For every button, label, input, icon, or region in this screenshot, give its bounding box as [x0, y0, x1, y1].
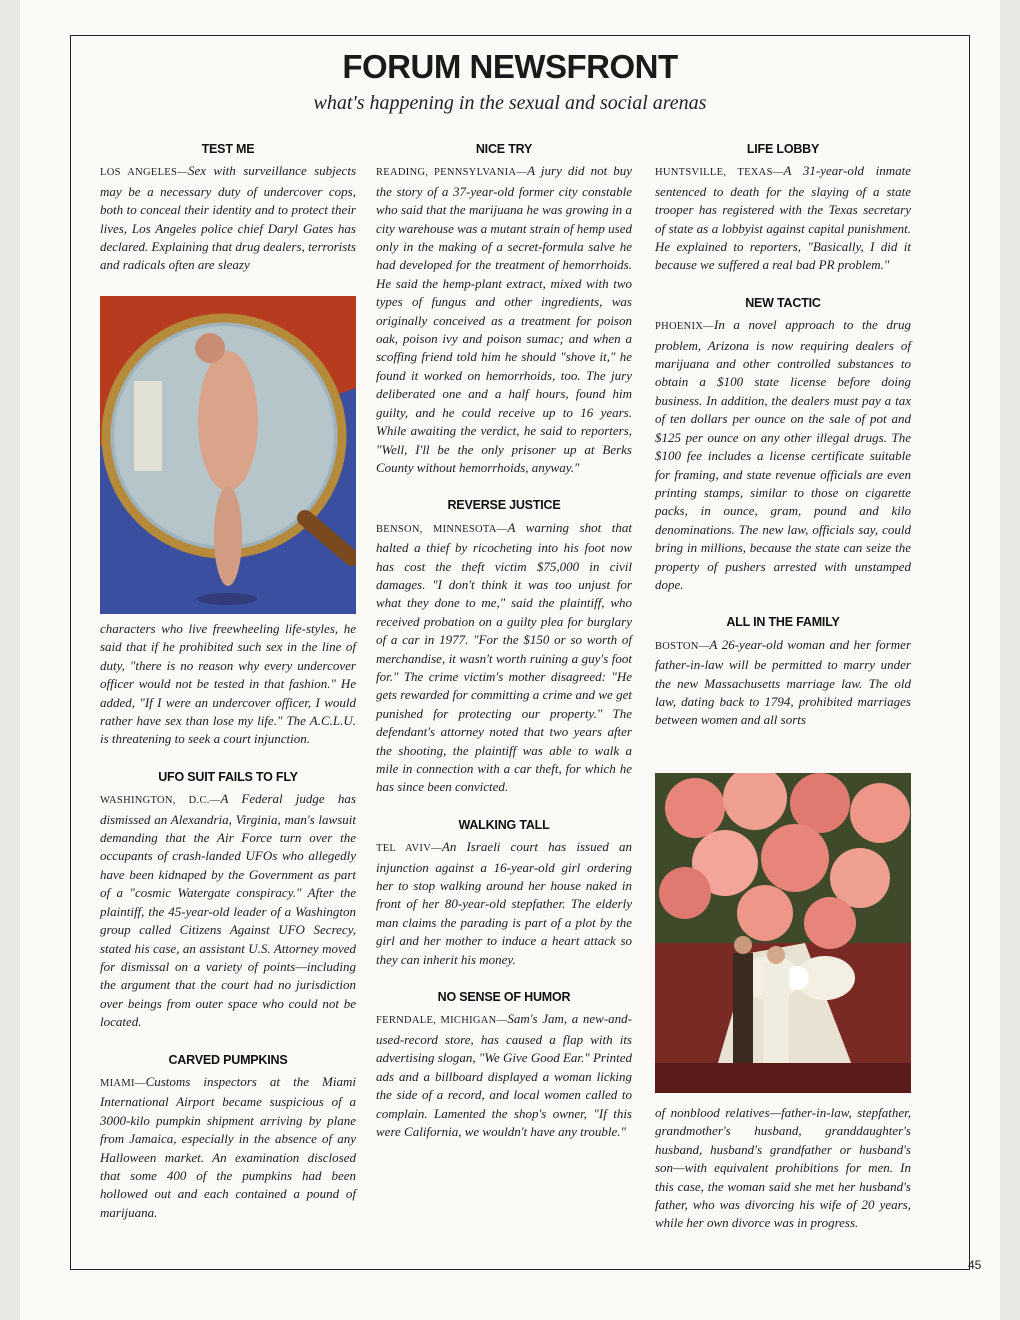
headline-no-sense-of-humor: NO SENSE OF HUMOR: [437, 990, 571, 1005]
dateline: BENSON, MINNESOTA—: [376, 523, 508, 535]
dateline: WASHINGTON, D.C.—: [100, 795, 221, 807]
dateline: MIAMI—: [100, 1077, 146, 1089]
column-3: [655, 140, 911, 730]
article-reverse-justice: [376, 519, 632, 797]
wedding-bouquet-illustration: [655, 773, 911, 1093]
article-new-tactic: [655, 316, 911, 594]
article-test-me-part2: characters who live freewheeling life-styles, he said that if he prohibited such sex in the line of duty, "there is no reason why every undercover officer would not be tested in that fashion." He added, "If I were an undercover officer, I would rather have sex than lose my life." The A.C.L.U. is threatening to seek a court injunction.: [100, 621, 356, 747]
article-life-lobby: [655, 162, 911, 274]
article-body: A warning shot that halted a thief by ricocheting into his foot now has cost the theft victim $75,000 in civil damages. "I don't think it was too unjust for what they done to me," said the plaintiff, who received probation on a guilty plea for burglary of a car in 1977. "For the $150 or so worth of merchandise, it wasn't worth ruining a guy's foot for." The crime victim's mother disagreed: "He gets rewarded for committing a crime and we get punished for protecting our property." The defendant's attorney noted that two years after the shooting, the plaintiff was able to walk a mile in connection with a car theft, for which he has since been convicted.: [376, 519, 632, 795]
article-no-sense-of-humor: [376, 1010, 632, 1141]
article-test-me-part1: [100, 162, 356, 274]
article-body: Sex with surveillance subjects may be a necessary duty of undercover cops, both to conceal their identity and to protect their lives, Los Angeles police chief Daryl Gates has declared. Explaining that drug dealers, terrorists and radicals often are sleazy: [100, 163, 357, 273]
article-body: A jury did not buy the story of a 37-year-old former city constable who said that the marijuana he was growing in a city warehouse was a mutant strain of hemp used only in the making of a secret-formula salve he had developed for the treatment of hemorrhoids. He said the hemp-plant extract, mixed with two types of fungus and other ingredients, was originally conceived as a treatment for poison oak, poison ivy and poison sumac; and when a scoffing friend told him he should "shove it," he found it worked on hemorrhoids, too. The jury deliberated one and a half hours, found him guilty, and he could receive up to 16 years. While awaiting the verdict, he said to reporters, "Well, I'll be the only prisoner up at Berks County without hemorrhoids, anyway.": [376, 163, 632, 475]
column-2: [376, 140, 632, 1141]
headline-ufo-suit: UFO SUIT FAILS TO FLY: [158, 769, 298, 784]
article-body: An Israeli court has issued an injunction against a 16-year-old girl ordering her to stop walking around her house naked in front of her 80-year-old stepfather. The elderly man claims the parading is part of a plot by the girl and her mother to induce a heart attack so they can inherit his money.: [376, 839, 632, 967]
column-1-continued: [100, 620, 356, 1222]
article-body: Sam's Jam, a new-and-used-record store, has caused a flap with its advertising slogan, "We Give Good Ear." Printed ads and a billboard displayed a woman licking the side of a record, and local women called to complain. Lamented the shop's owner, "If this were California, we wouldn't have any trouble.": [376, 1011, 632, 1139]
dateline: BOSTON—: [655, 640, 710, 652]
article-body: A 31-year-old inmate sentenced to death for the slaying of a state trooper has registered with the Texas secretary of state as a lobbyist against capital punishment. He explained to reporters, "Basically, I did it because we suffered a real bad PR problem.": [655, 163, 911, 273]
page-title: FORUM NEWSFRONT: [342, 48, 678, 85]
article-all-in-the-family-part2: of nonblood relatives—father-in-law, stepfather, grandmother's husband, granddaughter's husband, husband's grandfather or husband's son—with equivalent prohibitions for men. In this case, the woman said she met her husband's father, who was divorcing his wife of 20 years, while her own divorce was in progress.: [655, 1105, 911, 1231]
dateline: READING, PENNSYLVANIA—: [376, 167, 528, 179]
headline-carved-pumpkins: CARVED PUMPKINS: [168, 1052, 288, 1067]
dateline: LOS ANGELES—: [100, 167, 188, 179]
headline-life-lobby: LIFE LOBBY: [746, 142, 820, 156]
dateline: FERNDALE, MICHIGAN—: [376, 1015, 508, 1027]
dateline: TEL AVIV—: [376, 843, 442, 855]
page-subtitle: what's happening in the sexual and social arenas: [313, 92, 707, 114]
magnifier-nude-figure-image: [100, 296, 356, 614]
dateline: HUNTSVILLE, TEXAS—: [655, 167, 784, 179]
article-body: In a novel approach to the drug problem, Arizona is now requiring dealers of marijuana and other controlled substances to obtain a $100 state license before doing business. In addition, the dealers must pay a tax of ten dollars per ounce on the sale of pot and $125 per ounce on any other illegal drugs. The $100 fee includes a license certificate suitable for framing, and state revenue officials are even printing stamps, similar to those on cigarette packs, in ounce, gram, pound and kilo denominations. The new law, officials say, could bring in millions, because the state can seize the property of pushers arrested with unstamped dope.: [655, 317, 911, 592]
article-all-in-the-family-part1: [655, 636, 911, 730]
column-3-continued: [655, 1104, 911, 1233]
column-1: [100, 140, 356, 275]
article-body: Customs inspectors at the Miami International Airport became suspicious of a 3000-kilo pumpkin shipment arriving by plane from Jamaica, especially in the absence of any Halloween market. An examination disclosed that some 400 of the pumpkins had been hollowed out and each contained a pound of marijuana.: [100, 1073, 356, 1220]
headline-test-me: TEST ME: [201, 142, 255, 156]
page-number: 45: [968, 1258, 982, 1272]
article-nice-try: [376, 162, 632, 477]
article-ufo-suit: [100, 790, 356, 1031]
article-body: A Federal judge has dismissed an Alexandria, Virginia, man's lawsuit demanding that the Air Force turn over the occupants of crash-landed UFOs who allegedly have been kidnaped by the Government as part of a "cosmic Watergate conspiracy." After the plaintiff, the 45-year-old leader of a Washington group called Citizens Against UFO Secrecy, stated his case, an assistant U.S. Attorney moved for dismissal on a variety of points—including the argument that the court had no jurisdiction over beings from outer space who could not be located.: [100, 791, 356, 1030]
dateline: PHOENIX—: [655, 321, 714, 333]
headline-all-in-the-family: ALL IN THE FAMILY: [726, 615, 840, 630]
bouquet-bride-groom-image: [655, 773, 911, 1093]
headline-nice-try: NICE TRY: [475, 142, 533, 156]
headline-reverse-justice: REVERSE JUSTICE: [447, 498, 561, 513]
article-body: A 26-year-old woman and her former father-in-law will be permitted to marry under the new Massachusetts marriage law. The old law, dating back to 1794, prohibited marriages between women and all sorts: [655, 636, 911, 728]
article-carved-pumpkins: [100, 1073, 356, 1222]
headline-walking-tall: WALKING TALL: [458, 817, 550, 832]
magnifier-illustration: [100, 296, 356, 614]
headline-new-tactic: NEW TACTIC: [745, 295, 821, 310]
article-walking-tall: [376, 838, 632, 969]
